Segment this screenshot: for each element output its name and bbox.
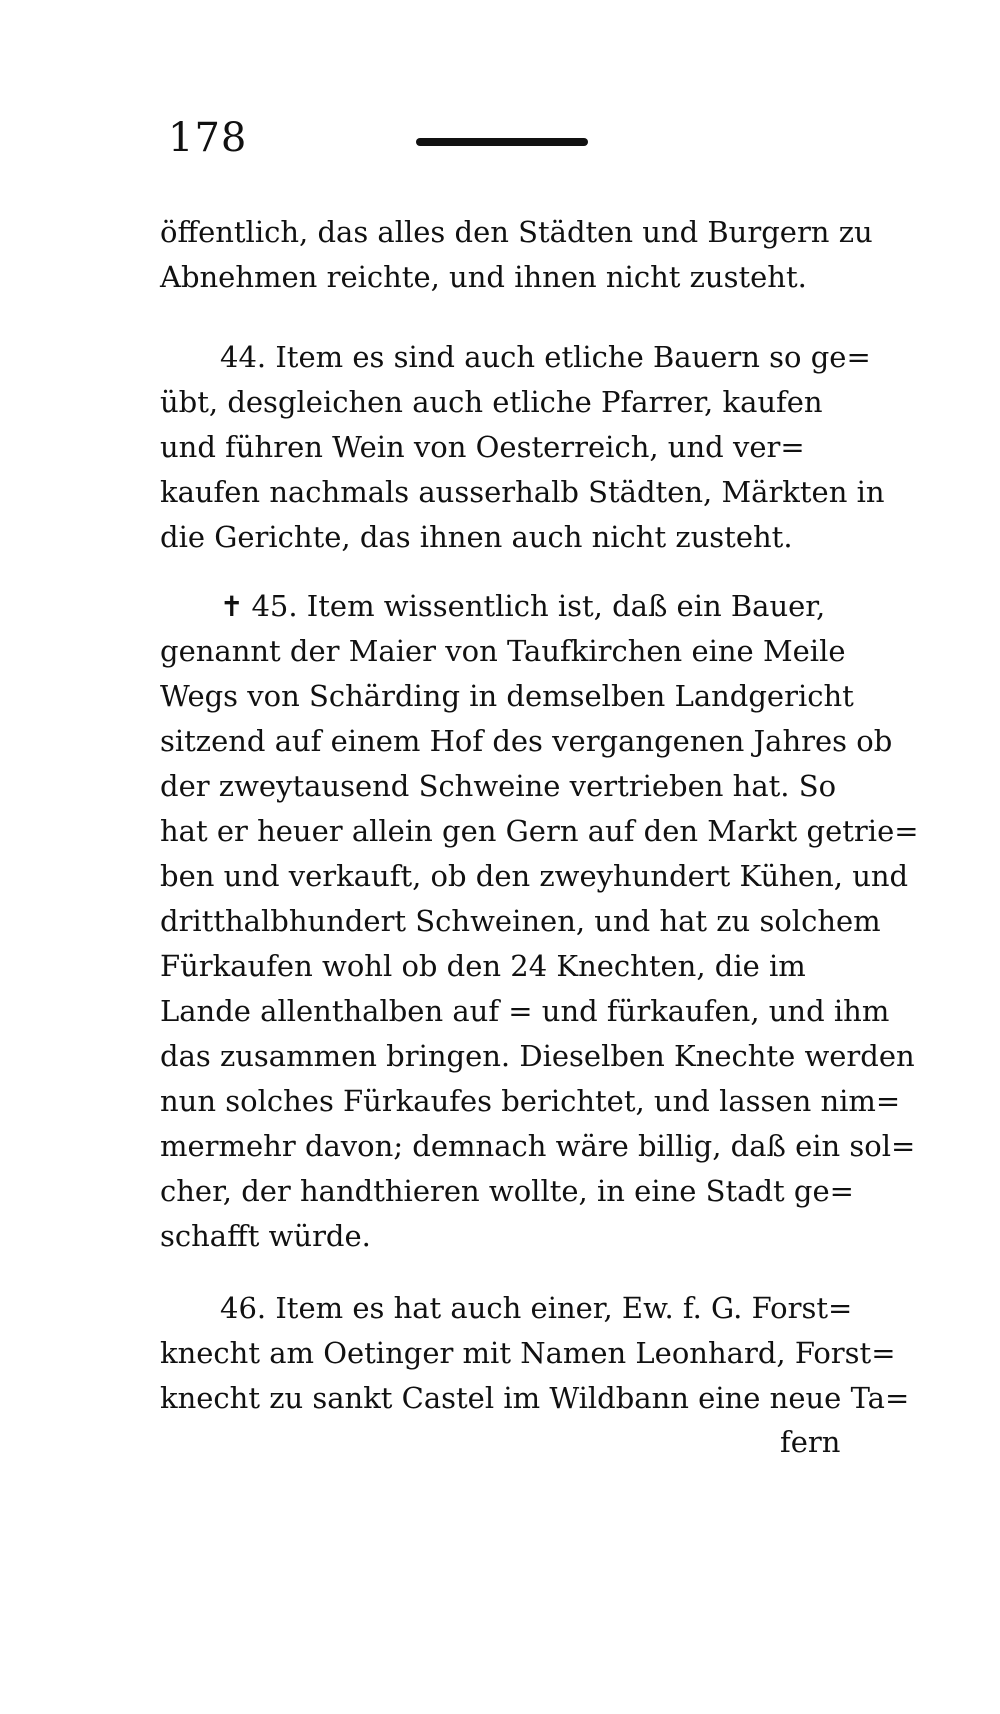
text-line: Lande allenthalben auf = und fürkaufen, und ihm (160, 994, 890, 1028)
text-line: das zusammen bringen. Dieselben Knechte werden (160, 1039, 915, 1073)
text-line: und führen Wein von Oesterreich, und ver= (160, 430, 805, 464)
text-line-with-marker (160, 584, 870, 629)
text-line: 45. Item wissentlich ist, daß ein Bauer, (251, 589, 826, 623)
text-line: ben und verkauft, ob den zweyhundert Kühen, und (160, 859, 909, 893)
text-line: schafft würde. (160, 1219, 371, 1253)
text-line: hat er heuer allein gen Gern auf den Markt getrie= (160, 814, 919, 848)
text-line: sitzend auf einem Hof des vergangenen Jahres ob (160, 724, 893, 758)
text-line: dritthalbhundert Schweinen, und hat zu solchem (160, 904, 881, 938)
text-line: öffentlich, das alles den Städten und Burgern zu (160, 215, 873, 249)
paragraph-45 (160, 584, 919, 1259)
text-line: nun solches Fürkaufes berichtet, und lassen nim= (160, 1084, 901, 1118)
text-line: mermehr davon; demnach wäre billig, daß ein sol= (160, 1129, 916, 1163)
text-line: übt, desgleichen auch etliche Pfarrer, kaufen (160, 385, 823, 419)
text-line: cher, der handthieren wollte, in eine Stadt ge= (160, 1174, 854, 1208)
header-rule (416, 138, 588, 146)
text-line: Fürkaufen wohl ob den 24 Knechten, die im (160, 949, 806, 983)
text-line: 46. Item es hat auch einer, Ew. f. G. Forst= (220, 1291, 853, 1325)
text-line: kaufen nachmals ausserhalb Städten, Märkten in (160, 475, 885, 509)
cross-marker: ✝ (220, 590, 244, 623)
text-line: 44. Item es sind auch etliche Bauern so ge= (220, 340, 871, 374)
catchword: fern (780, 1425, 841, 1459)
text-line: genannt der Maier von Taufkirchen eine Meile (160, 634, 846, 668)
paragraph-continuation (160, 210, 873, 300)
text-line: die Gerichte, das ihnen auch nicht zusteht. (160, 520, 793, 554)
text-line: der zweytausend Schweine vertrieben hat. So (160, 769, 837, 803)
text-line: Abnehmen reichte, und ihnen nicht zusteht. (160, 260, 807, 294)
page-number: 178 (168, 115, 248, 161)
paragraph-46 (160, 1286, 910, 1421)
paragraph-44 (160, 335, 885, 560)
text-line: knecht am Oetinger mit Namen Leonhard, Forst= (160, 1336, 896, 1370)
text-line: knecht zu sankt Castel im Wildbann eine neue Ta= (160, 1381, 910, 1415)
text-line: Wegs von Schärding in demselben Landgericht (160, 679, 854, 713)
